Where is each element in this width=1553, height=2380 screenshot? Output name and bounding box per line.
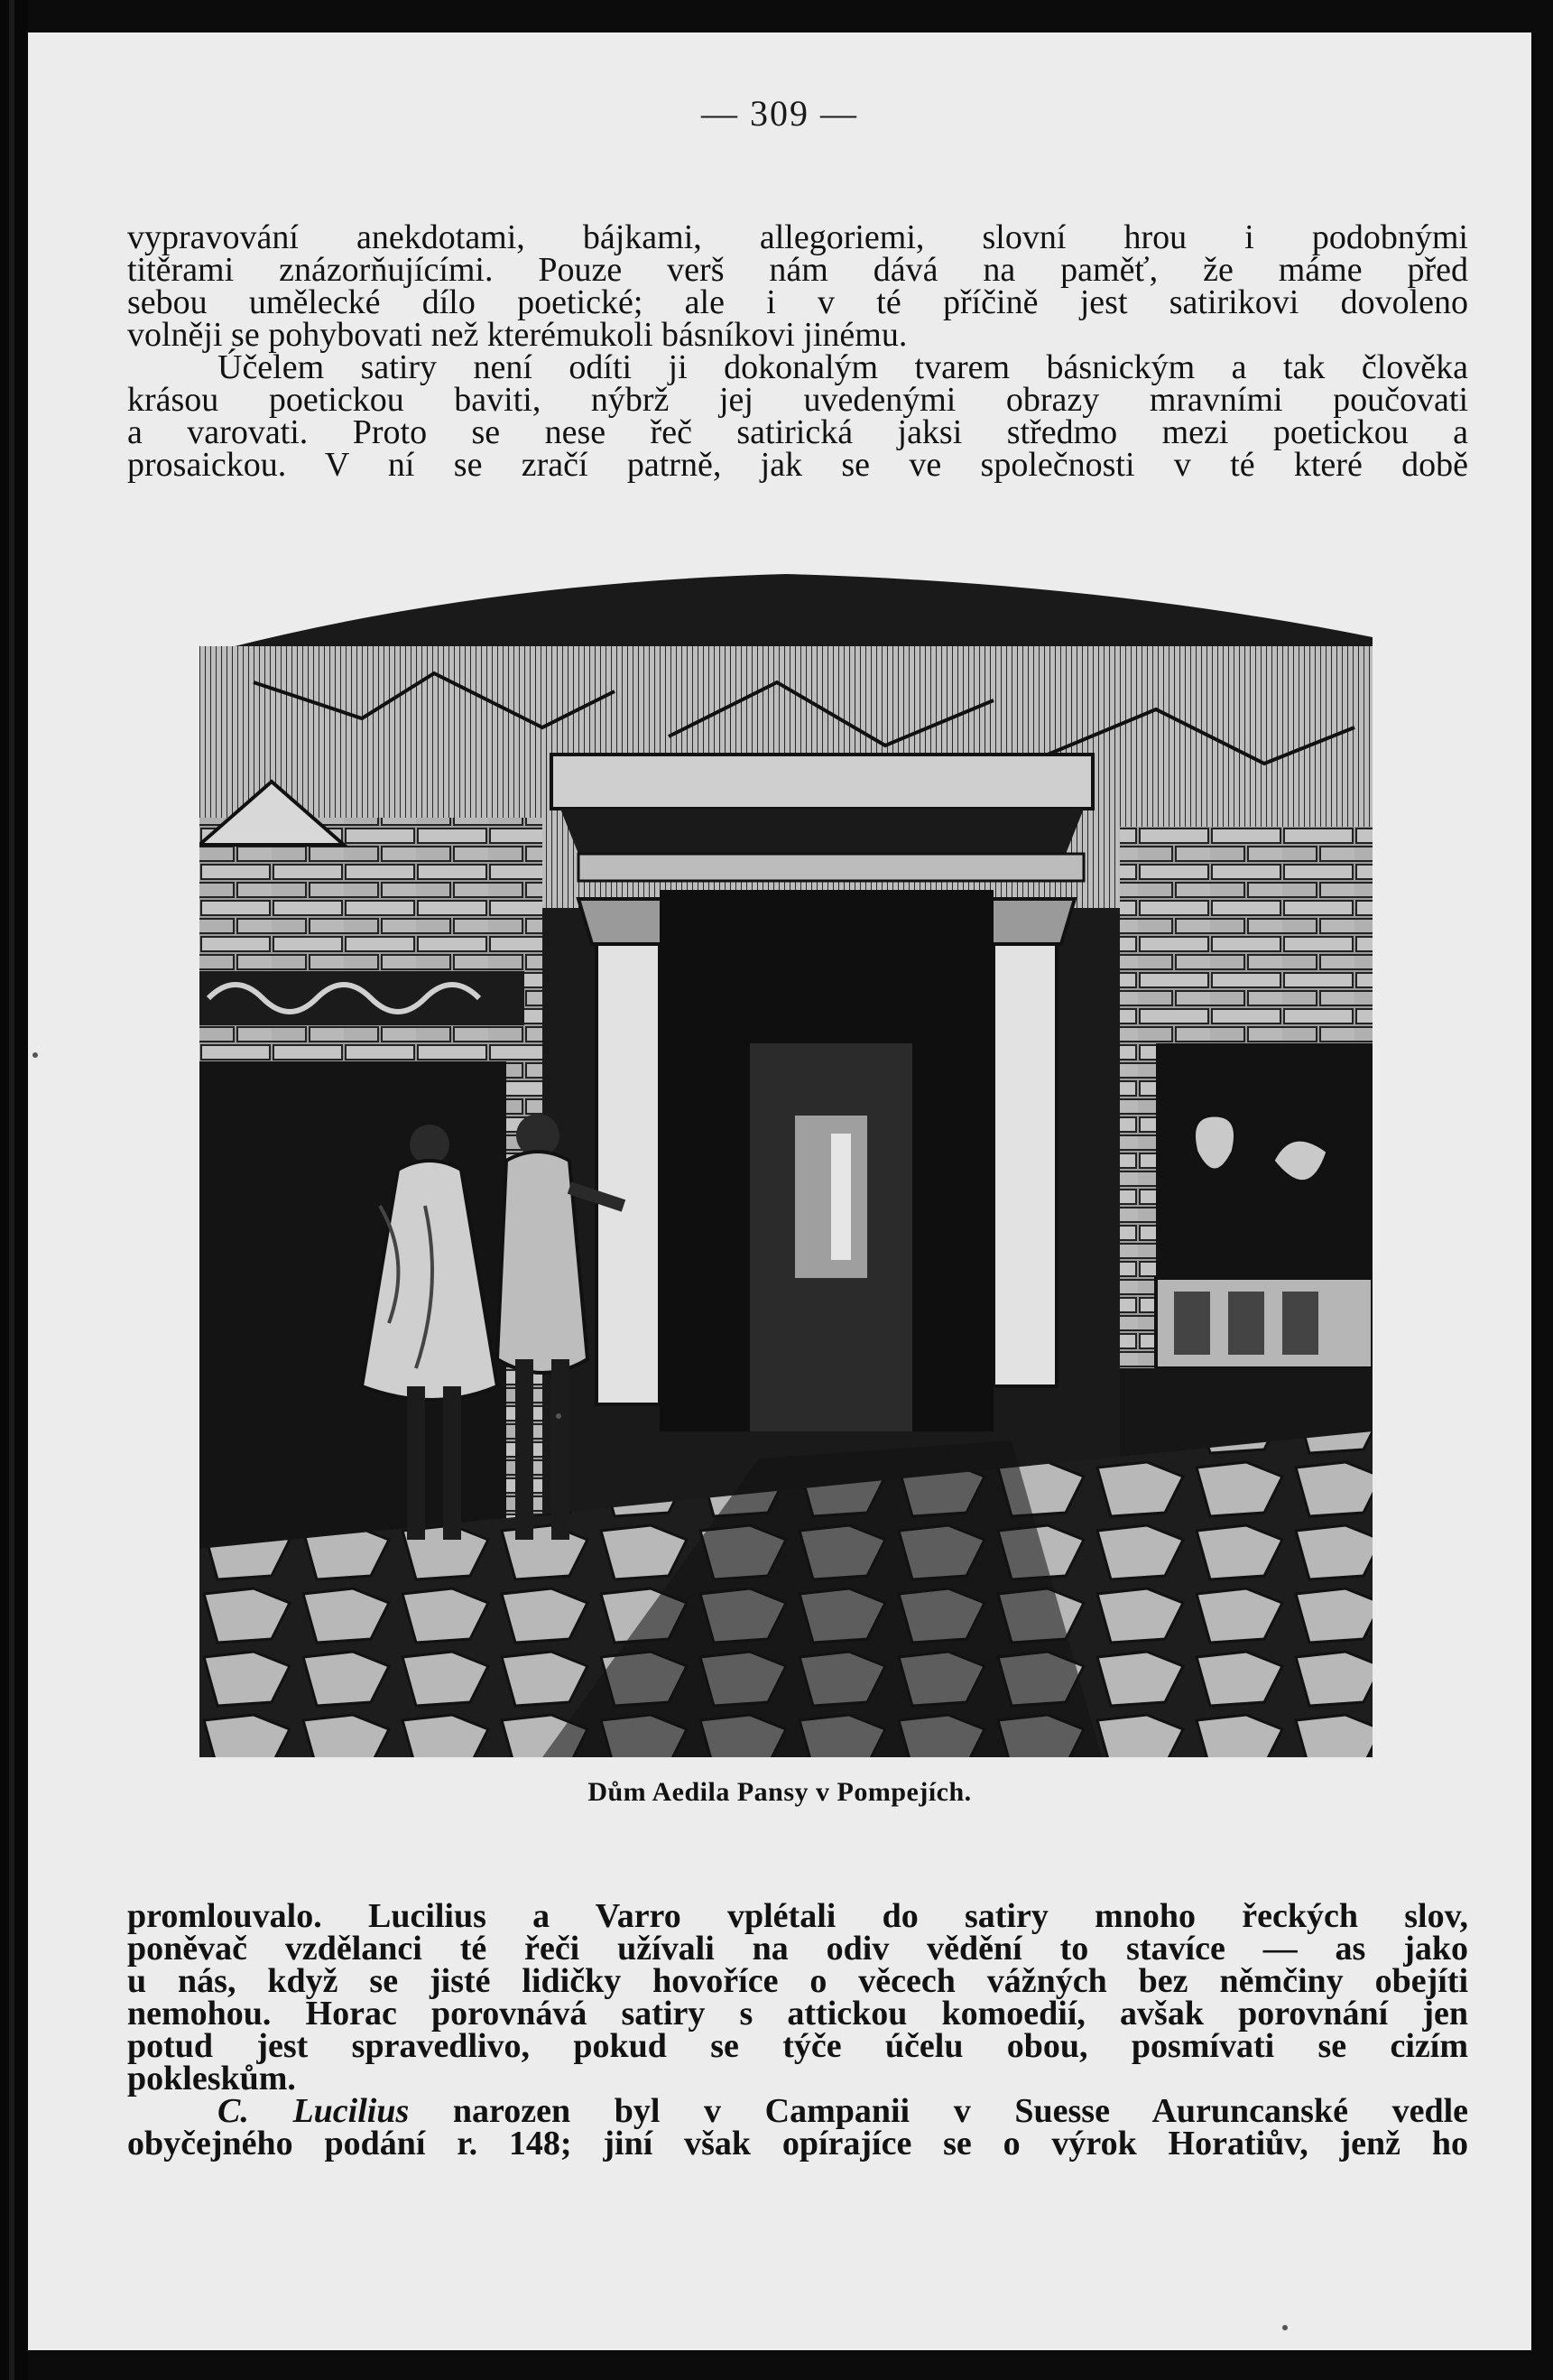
scan-edge-strip [9,0,14,2380]
text-line-lucilius: C. Lucilius narozen byl v Campanii v Suesse Auruncanské vedle [217,2092,1468,2130]
bottom-paragraph [127,1897,1468,2162]
text-line: krásou poetickou baviti, nýbrž jej uvedenými obrazy mravními poučovati [127,381,1468,419]
author-name-lucilius: C. Lucilius [217,2092,410,2130]
engraving-illustration [199,574,1373,1757]
text-line: sebou umělecké dílo poetické; ale i v té příčině jest satirikovi dovoleno [127,283,1468,321]
text-line: poněvač vzdělanci té řeči užívali na odiv vědění to stavíce — as jako [127,1930,1468,1968]
text-line: promlouvalo. Lucilius a Varro vplétali do satiry mnoho řeckých slov, [127,1897,1468,1935]
text-line: a varovati. Proto se nese řeč satirická jaksi středmo mezi poetickou a [127,413,1468,451]
text-line: vypravování anekdotami, bájkami, allegoriemi, slovní hrou i podobnými [127,218,1468,256]
scan-speck [556,1413,561,1419]
figure-caption: Dům Aedila Pansy v Pompejích. [587,1777,972,1807]
scan-speck [1282,2325,1288,2330]
text-line: u nás, když se jisté lidičky hovoříce o věcech vážných bez němčiny obejíti [127,1962,1468,2000]
text-line: volněji se pohybovati než kterémukoli básníkovi jinému. [127,316,908,354]
text-line: pokleskům. [127,2060,296,2098]
book-page [28,32,1531,2350]
text-line: titěrami znázorňujícími. Pouze verš nám dává na paměť, že máme před [127,251,1468,289]
text-line: Účelem satiry není odíti ji dokonalým tvarem básnickým a tak člověka [217,348,1468,386]
text-line: potud jest spravedlivo, pokud se týče účelu obou, posmívati se cizím [127,2027,1468,2065]
text-line: prosaickou. V ní se zračí patrně, jak se ve společnosti v té které době [127,446,1468,484]
text-line: obyčejného podání r. 148; jiní však opírajíce se o výrok Horatiův, jenž ho [127,2125,1468,2162]
top-paragraph [127,218,1468,484]
text-line: nemohou. Horac porovnává satiry s attickou komoedií, avšak porovnání jen [127,1995,1468,2033]
scan-speck [32,1052,38,1058]
page-number: — 309 — [701,93,858,134]
